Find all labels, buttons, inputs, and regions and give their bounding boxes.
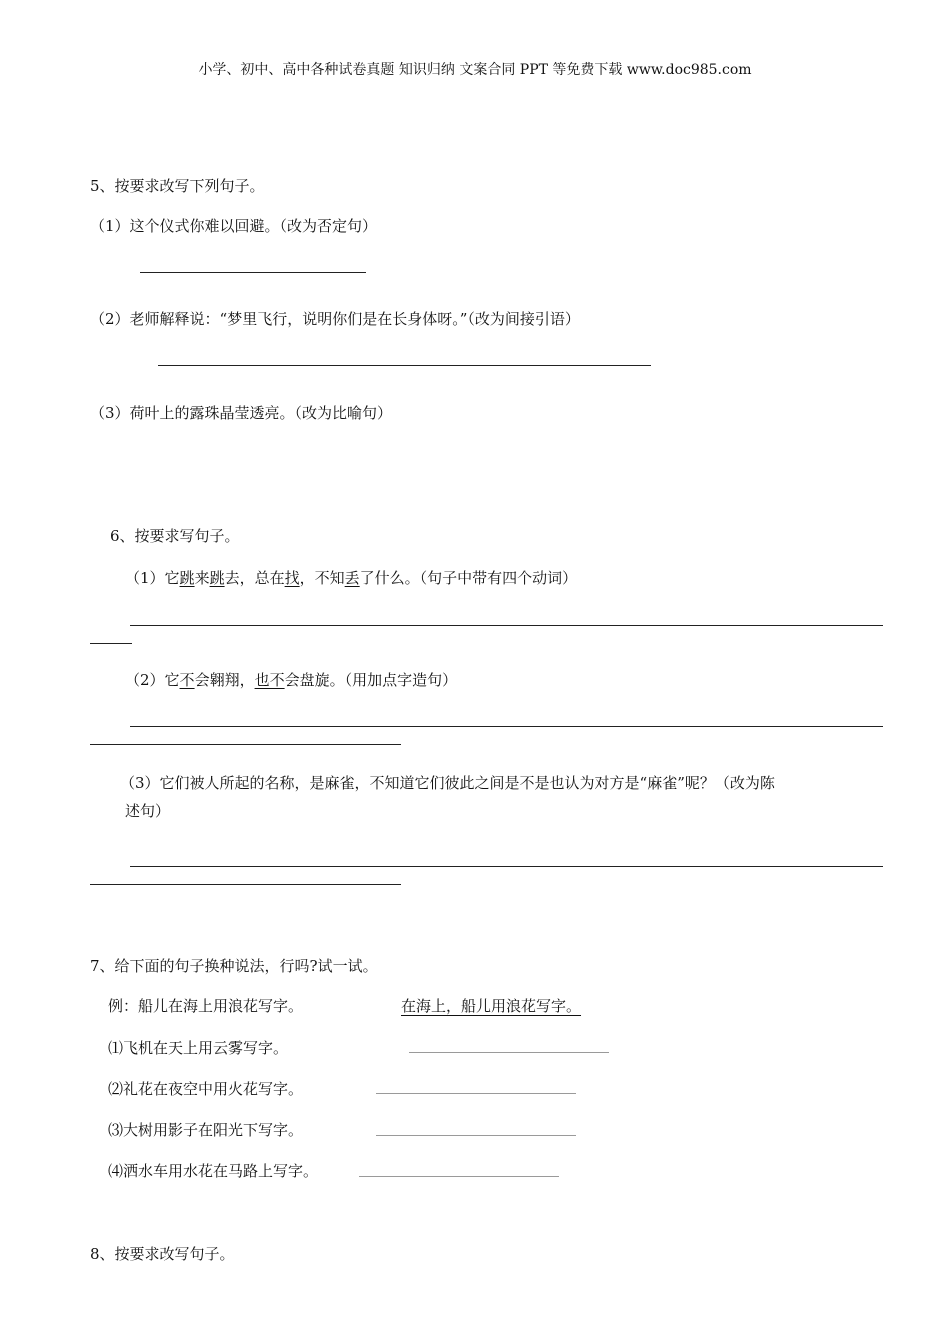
q6-answer-line-3a[interactable] — [130, 866, 883, 867]
q5-title: 5、按要求改写下列句子。 — [90, 177, 265, 195]
q8-title: 8、按要求改写句子。 — [90, 1245, 235, 1263]
q7-item-4: ⑷洒水车用水花在马路上写字。 — [108, 1162, 319, 1180]
q7-answer-line-4[interactable] — [359, 1176, 559, 1177]
page-header: 小学、初中、高中各种试卷真题 知识归纳 文案合同 PPT 等免费下载 www.doc985.com — [198, 62, 752, 78]
q7-example-answer: 在海上，船儿用浪花写字。 — [401, 997, 582, 1015]
q6-item-3-line-1: （3）它们被人所起的名称，是麻雀，不知道它们彼此之间是不是也认为对方是“麻雀”呢？（改为陈 — [120, 774, 775, 792]
q7-item-1: ⑴飞机在天上用云雾写字。 — [108, 1039, 289, 1057]
q7-answer-line-1[interactable] — [409, 1052, 609, 1053]
q6-title: 6、按要求写句子。 — [110, 527, 240, 545]
q6-answer-line-3b[interactable] — [90, 884, 401, 885]
q6-answer-line-1a[interactable] — [130, 625, 883, 626]
q5-item-1: （1）这个仪式你难以回避。（改为否定句） — [90, 217, 378, 235]
q6-item-2: （2）它不会翱翔，也不会盘旋。（用加点字造句） — [125, 671, 458, 689]
q5-item-2: （2）老师解释说：“梦里飞行，说明你们是在长身体呀。”（改为间接引语） — [90, 310, 580, 328]
q5-item-3: （3）荷叶上的露珠晶莹透亮。（改为比喻句） — [90, 404, 393, 422]
q7-item-2: ⑵礼花在夜空中用火花写字。 — [108, 1080, 304, 1098]
q7-example-prompt: 例：船儿在海上用浪花写字。 — [108, 997, 304, 1015]
q5-answer-line-1[interactable] — [140, 272, 366, 273]
q6-answer-line-1b[interactable] — [90, 643, 132, 644]
q6-answer-line-2a[interactable] — [130, 726, 883, 727]
q6-item-3-line-2: 述句） — [125, 802, 171, 820]
q7-answer-line-3[interactable] — [376, 1135, 576, 1136]
q7-answer-line-2[interactable] — [376, 1093, 576, 1094]
q6-item-1: （1）它跳来跳去，总在找，不知丢了什么。（句子中带有四个动词） — [125, 569, 578, 587]
q5-answer-line-2[interactable] — [158, 365, 651, 366]
q6-answer-line-2b[interactable] — [90, 744, 401, 745]
q7-title: 7、给下面的句子换种说法，行吗?试一试。 — [90, 957, 378, 975]
q7-item-3: ⑶大树用影子在阳光下写字。 — [108, 1121, 304, 1139]
